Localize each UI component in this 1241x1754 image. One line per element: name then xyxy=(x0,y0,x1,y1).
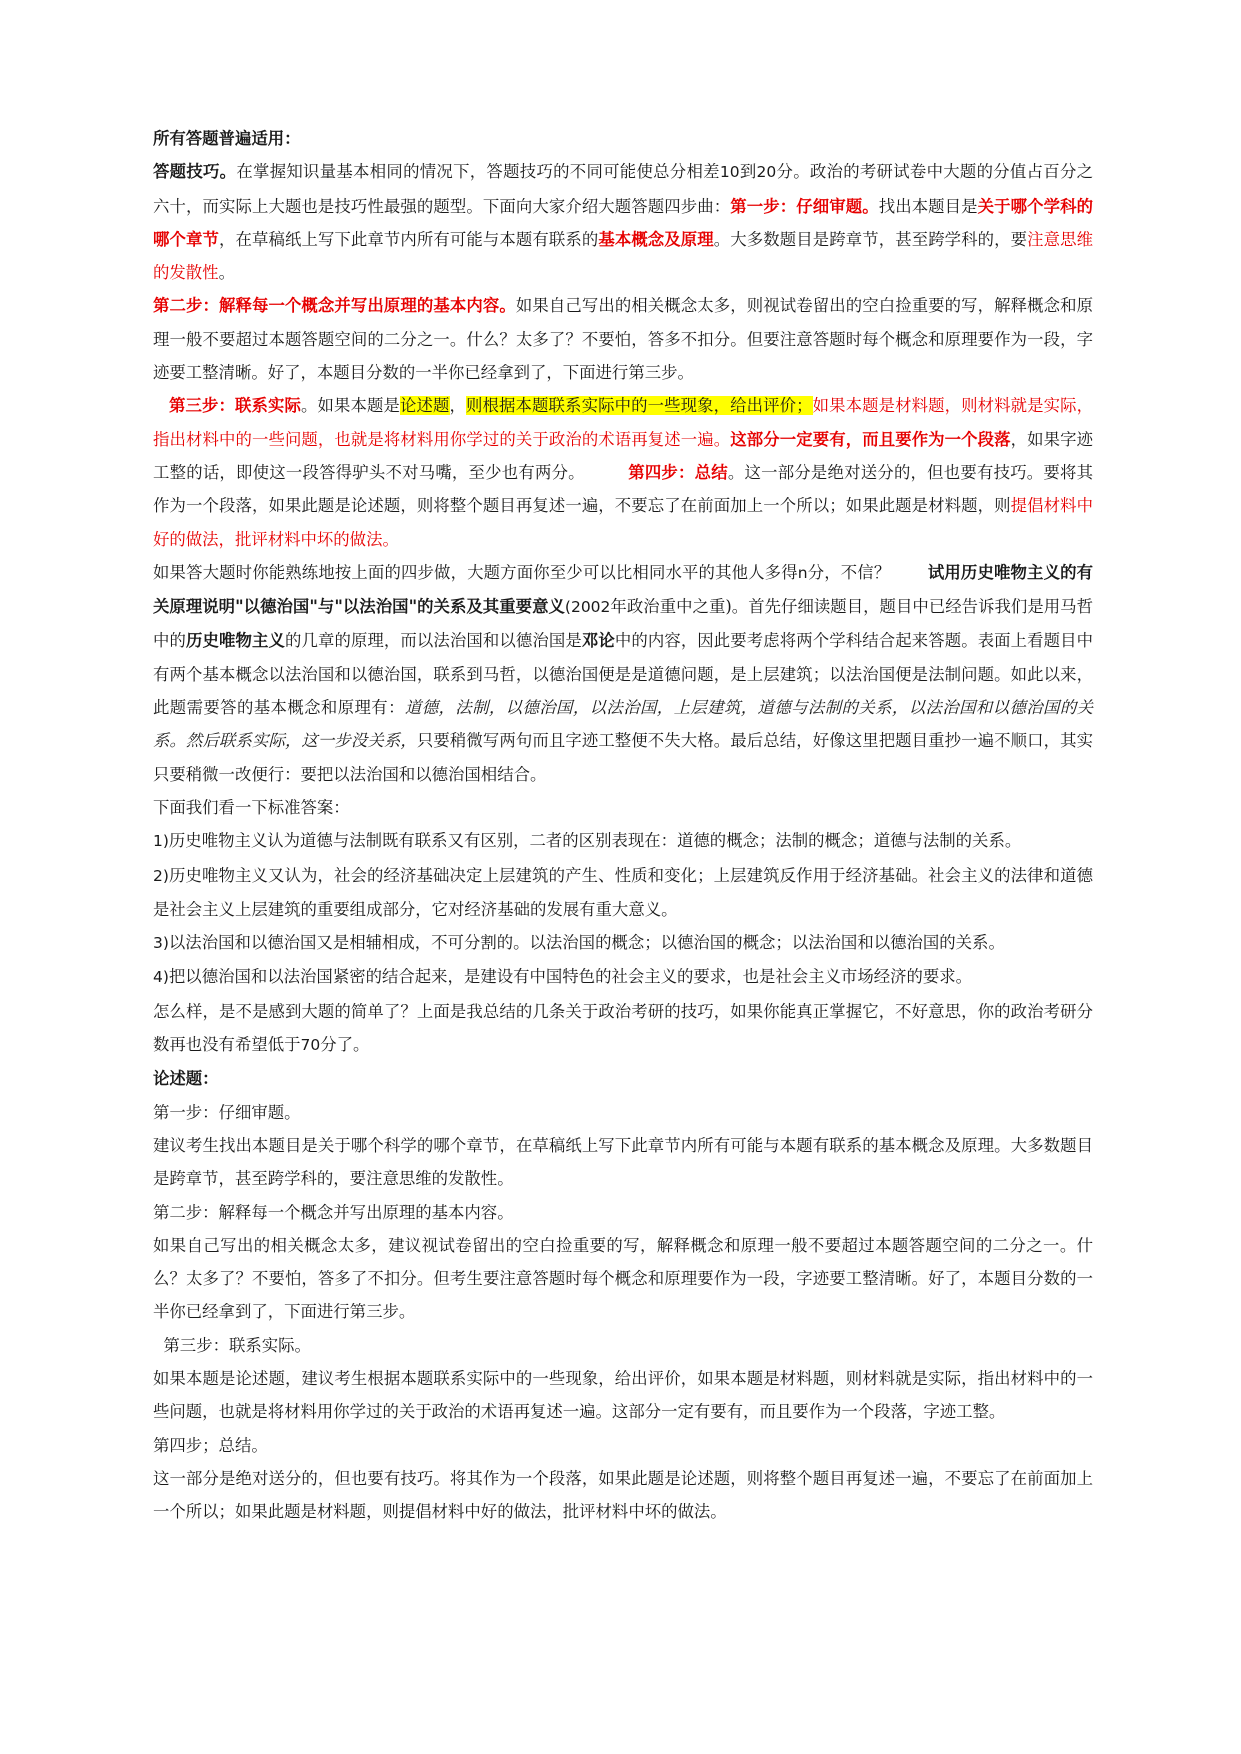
section-heading-general: 所有答题普遍适用： xyxy=(153,129,301,148)
step-three-heading: 第三步：联系实际 xyxy=(168,396,301,416)
essay-step-two-body: 如果自己写出的相关概念太多，建议视试卷留出的空白捡重要的写，解释概念和原理一般不要超过本题答题空间的二分之一。什么？太多了？不要怕，答多了不扣分。但考生要注意答题时每个概念和原理要作为一段，字迹要工整清晰。好了，本题目分数的一半你已经拿到了，下面进行第三步。 xyxy=(153,1235,1093,1322)
document-body xyxy=(153,122,1093,1528)
step-one-heading: 第一步：仔细审题。 xyxy=(730,196,879,216)
answer-item-3: 3)以法治国和以德治国又是相辅相成，不可分割的。以法治国的概念；以德治国的概念；以法治国和以德治国的关系。 xyxy=(153,933,1005,953)
paragraph-summary: 怎么样，是不是感到大题的简单了？上面是我总结的几条关于政治考研的技巧，如果你能真正掌握它，不好意思，你的政治考研分数再也没有希望低于70分了。 xyxy=(153,1001,1093,1055)
answer-item-4: 4)把以德治国和以法治国紧密的结合起来，是建设有中国特色的社会主义的要求，也是社会主义市场经济的要求。 xyxy=(153,967,973,987)
answer-item-2: 2)历史唯物主义又认为，社会的经济基础决定上层建筑的产生、性质和变化；上层建筑反作用于经济基础。社会主义的法律和道德是社会主义上层建筑的重要组成部分，它对经济基础的发展有重大意义。 xyxy=(153,865,1093,919)
essay-step-four-body: 这一部分是绝对送分的，但也要有技巧。将其作为一个段落，如果此题是论述题，则将整个题目再复述一遍，不要忘了在前面加上一个所以；如果此题是材料题，则提倡材料中好的做法，批评材料中坏的做法。 xyxy=(153,1468,1093,1522)
essay-step-two-heading: 第二步：解释每一个概念并写出原理的基本内容。 xyxy=(153,1202,514,1222)
paragraph-step-two: 第二步：解释每一个概念并写出原理的基本内容。如果自己写出的相关概念太多，则视试卷留出的空白捡重要的写，解释概念和原理一般不要超过本题答题空间的二分之一。什么？太多了？不要怕，答多不扣分。但要注意答题时每个概念和原理要作为一段，字迹要工整清晰。好了，本题目分数的一半你已经拿到了，下面进行第三步。 xyxy=(153,296,1094,383)
essay-step-one-heading: 第一步：仔细审题。 xyxy=(153,1102,301,1122)
step-two-heading: 第二步：解释每一个概念并写出原理的基本内容。 xyxy=(153,296,516,316)
essay-step-one-body: 建议考生找出本题目是关于哪个科学的哪个章节，在草稿纸上写下此章节内所有可能与本题有联系的基本概念及原理。大多数题目是跨章节，甚至跨学科的，要注意思维的发散性。 xyxy=(153,1135,1093,1189)
step-four-heading: 第四步：总结 xyxy=(628,462,728,482)
paragraph-example-question: 如果答大题时你能熟练地按上面的四步做，大题方面你至少可以比相同水平的其他人多得n分，不信？ 试用历史唯物主义的有关原理说明"以德治国"与"以法治国"的关系及其重要意义(2002年政治重中之重)。首先仔细读题目，题目中已经告诉我们是用马哲中的历史唯物主义的几章的原理，而以法治国和以德治国是邓论中的内容，因此要考虑将两个学科结合起来答题。表面上看题目中有两个基本概念以法治国和以德治国，联系到马哲，以德治国便是是道德问题，是上层建筑；以法治国便是法制问题。如此以来，此题需要答的基本概念和原理有：道德，法制，以德治国，以法治国，上层建筑，道德与法制的关系，以法治国和以德治国的关系。然后联系实际，这一步没关系，只要稍微写两句而且字迹工整便不失大格。最后总结，好像这里把题目重抄一遍不顺口，其实只要稍微一改便行：要把以法治国和以德治国相结合。 xyxy=(153,562,1094,784)
essay-step-three-body: 如果本题是论述题，建议考生根据本题联系实际中的一些现象，给出评价，如果本题是材料题，则材料就是实际，指出材料中的一些问题，也就是将材料用你学过的关于政治的术语再复述一遍。这部分一定有要有，而且要作为一个段落，字迹工整。 xyxy=(153,1368,1093,1422)
example-question-title: 试用历史唯物主义的有关原理说明"以德治国"与"以法治国"的关系及其重要意义 xyxy=(153,562,1094,617)
essay-step-three-heading: 第三步：联系实际。 xyxy=(163,1335,311,1355)
paragraph-answer-tips: 答题技巧。在掌握知识量基本相同的情况下，答题技巧的不同可能使总分相差10到20分。政治的考研试卷中大题的分值占百分之六十，而实际上大题也是技巧性最强的题型。下面向大家介绍大题答题四步曲：第一步：仔细审题。找出本题目是关于哪个学科的哪个章节，在草稿纸上写下此章节内所有可能与本题有联系的基本概念及原理。大多数题目是跨章节，甚至跨学科的，要注意思维的发散性。 xyxy=(153,162,1094,283)
highlighted-phrase: 则根据本题联系实际中的一些现象，给出评价； xyxy=(466,396,813,416)
section-heading-essay: 论述题： xyxy=(153,1069,219,1089)
essay-step-four-heading: 第四步；总结。 xyxy=(153,1435,268,1455)
answer-item-1: 1)历史唯物主义认为道德与法制既有联系又有区别，二者的区别表现在：道德的概念；法制的概念；道德与法制的关系。 xyxy=(153,831,1022,851)
paragraph-step-three: 第三步：联系实际。如果本题是论述题，则根据本题联系实际中的一些现象，给出评价；如果本题是材料题，则材料就是实际，指出材料中的一些问题，也就是将材料用你学过的关于政治的术语再复述一遍。这部分一定要有，而且要作为一个段落，如果字迹工整的话，即使这一段答得驴头不对马嘴，至少也有两分。 第四步：总结。这一部分是绝对送分的，但也要有技巧。要将其作为一个段落，如果此题是论述题，则将整个题目再复述一遍，不要忘了在前面加上一个所以；如果此题是材料题，则提倡材料中好的做法，批评材料中坏的做法。 xyxy=(153,396,1094,549)
paragraph-standard-answer-intro: 下面我们看一下标准答案： xyxy=(153,797,350,817)
